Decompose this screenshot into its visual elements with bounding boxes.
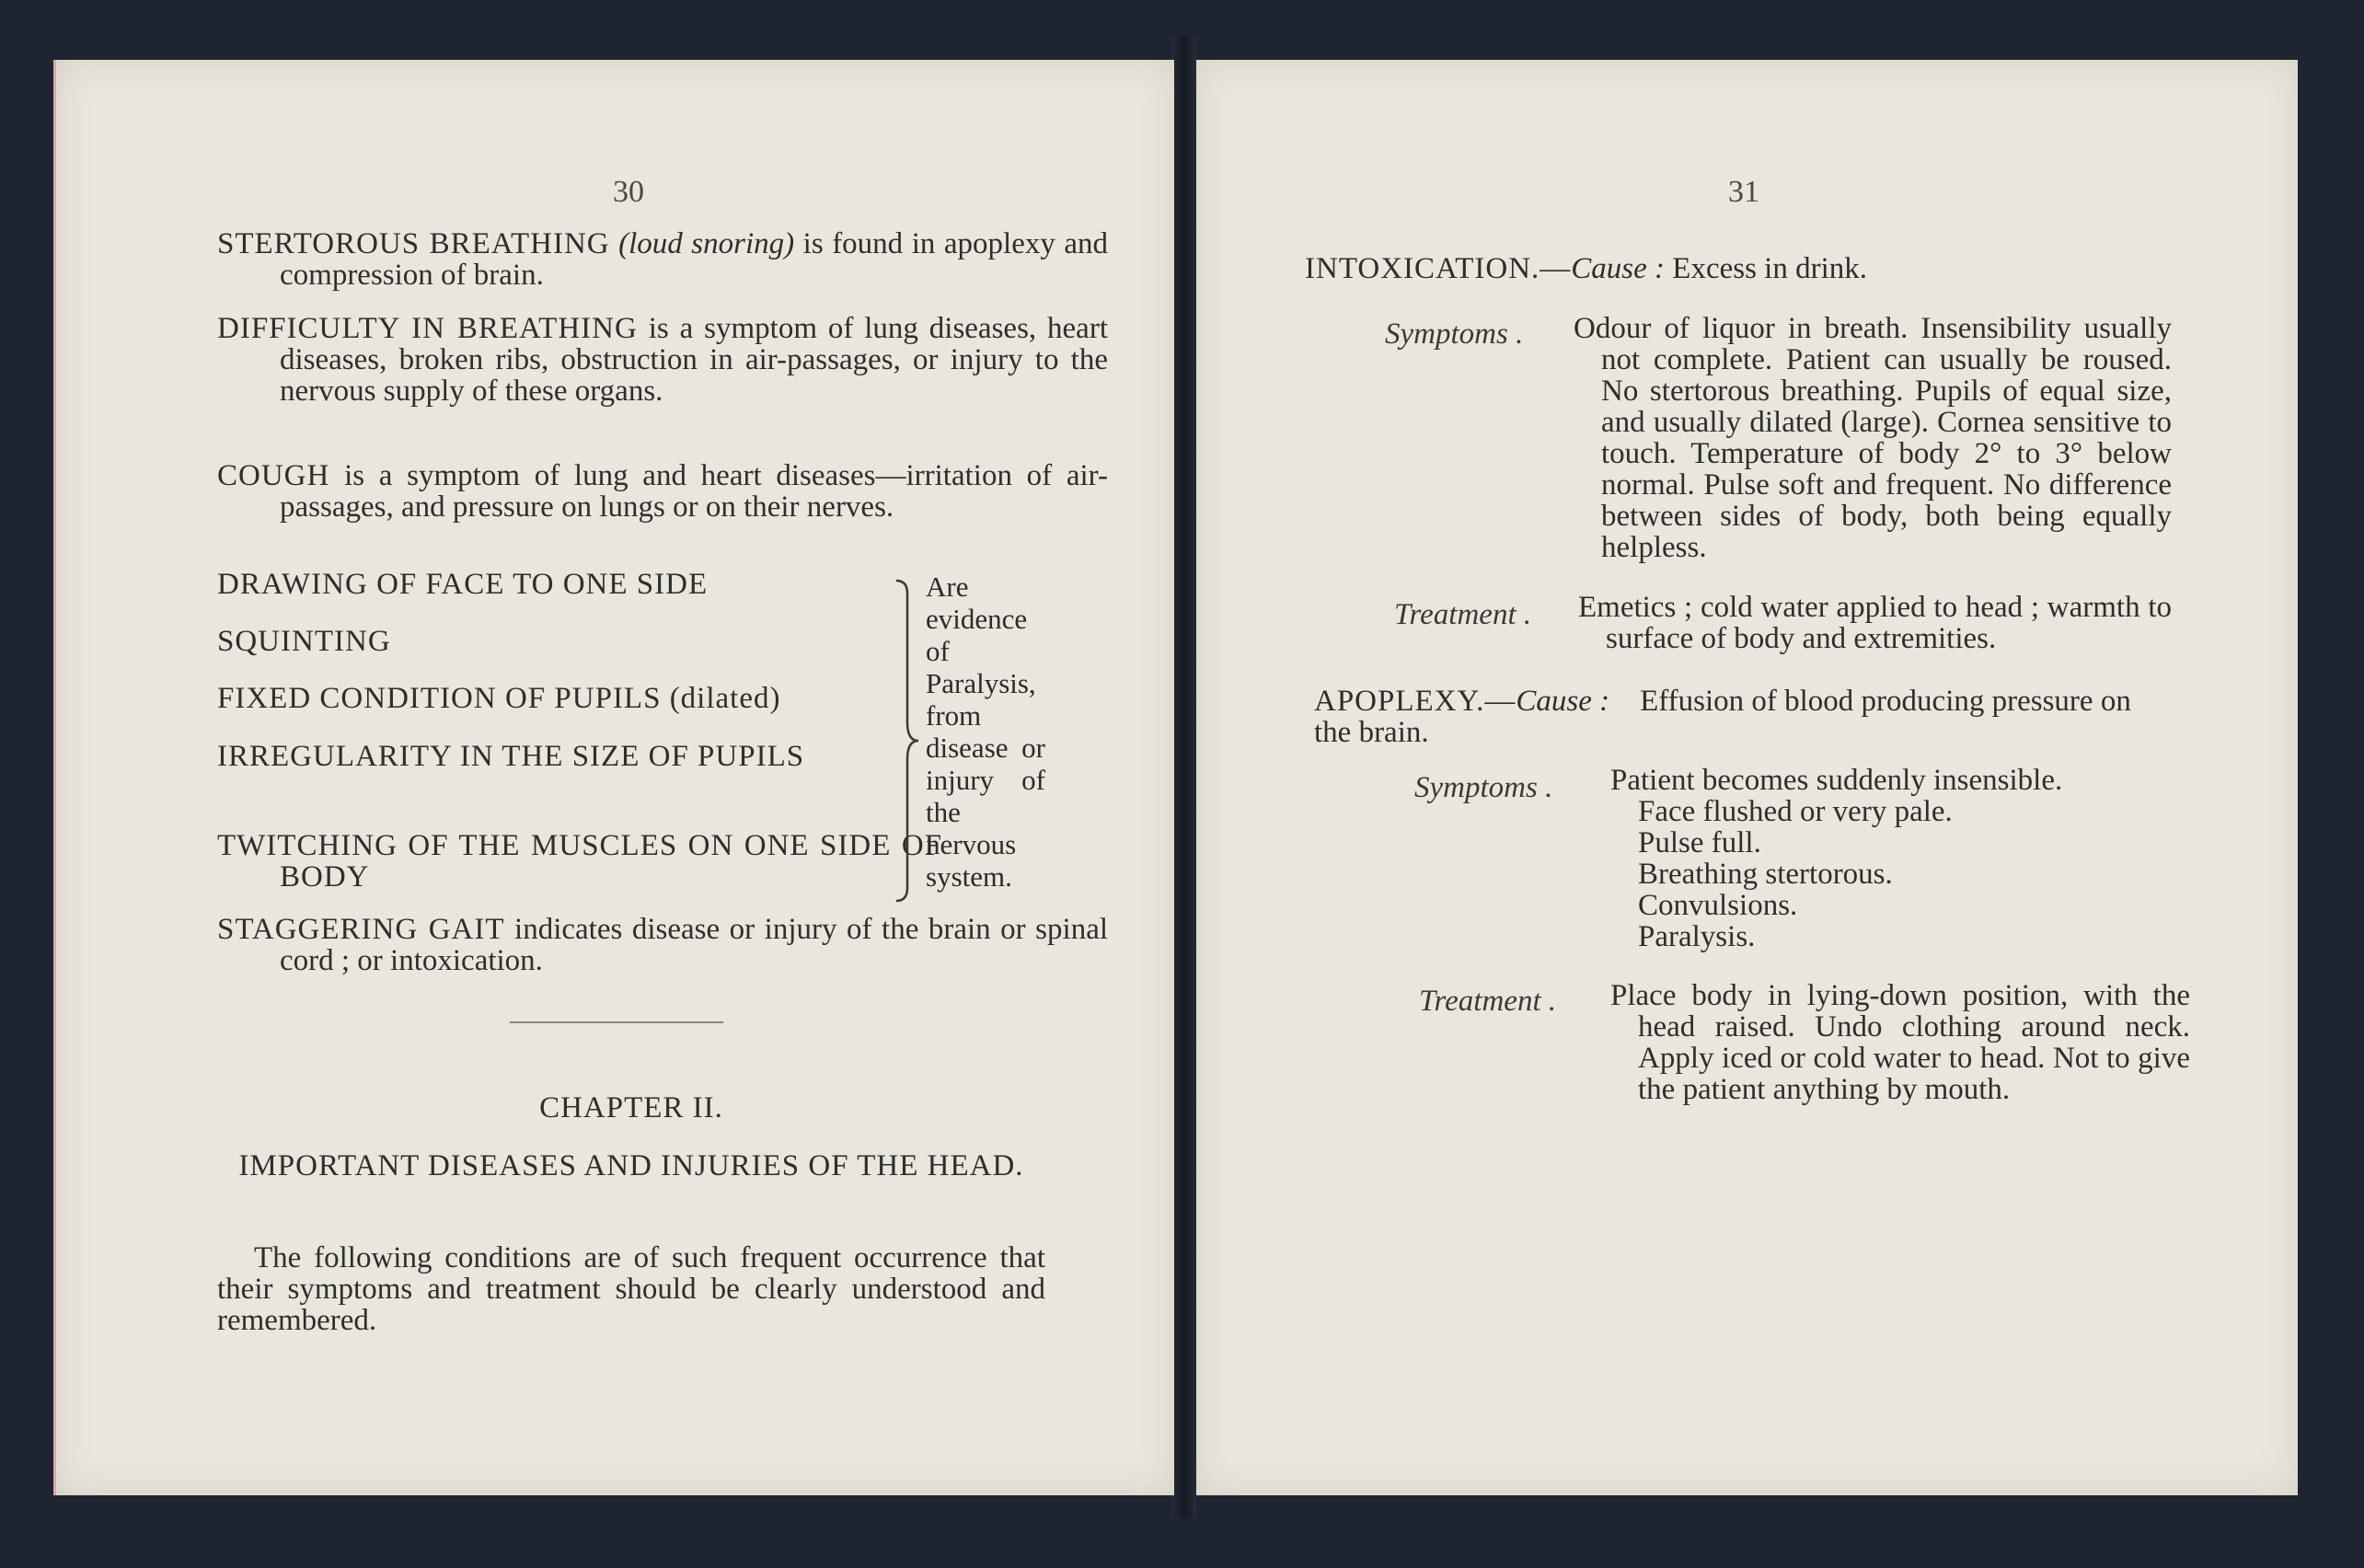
curly-brace <box>889 575 926 906</box>
difficulty-text: is a symptom of lung diseases, heart diseases, broken ribs, obstruction in air-passages, or injury to the nervous supply of these organs. <box>280 312 1108 408</box>
staggering-text: indicates disease or injury of the brain or spinal cord ; or intoxication. <box>280 913 1109 977</box>
sign-twitching: TWITCHING OF THE MUSCLES ON ONE SIDE OF BODY <box>217 829 942 894</box>
book-spine <box>1171 37 1196 1518</box>
stertorous-text: is found in apoplexy and compression of brain. <box>280 227 1108 292</box>
stertorous-head: STERTOROUS BREATHING <box>217 227 610 260</box>
chapter-intro: The following conditions are of such frequent occurrence that their symptoms and treatment should be clearly understood and remembered. <box>217 1241 1045 1337</box>
apoplexy-symptoms-label: Symptoms . <box>1414 771 1553 804</box>
apoplexy-symptom-4: Breathing stertorous. <box>1638 858 1893 891</box>
brace-note: Are evidence of Paralysis, from disease or injury of the nervous system. <box>926 571 1045 893</box>
apoplexy-treatment-label: Treatment . <box>1419 985 1557 1018</box>
apoplexy-head: APOPLEXY.— <box>1314 685 1516 718</box>
intoxication-heading <box>1305 253 2225 284</box>
page-number-30: 30 <box>613 175 644 209</box>
apoplexy-symptom-5: Convulsions. <box>1638 889 1798 922</box>
right-page <box>1196 60 2298 1495</box>
stertorous-paragraph <box>217 228 1108 291</box>
stertorous-italic: (loud snoring) <box>618 227 795 260</box>
apoplexy-symptoms-list <box>1610 765 2162 952</box>
apoplexy-cause-label: Cause : <box>1516 685 1610 718</box>
chapter-title: CHAPTER II. <box>539 1091 723 1124</box>
sign-squinting: SQUINTING <box>217 625 391 658</box>
intoxication-treatment-label: Treatment . <box>1394 598 1532 631</box>
sign-irregular-pupils: IRREGULARITY IN THE SIZE OF PUPILS <box>217 740 805 773</box>
intoxication-cause-label: Cause : <box>1571 252 1666 285</box>
apoplexy-symptom-2: Face flushed or very pale. <box>1638 795 1953 828</box>
section-rule <box>510 1021 723 1023</box>
difficulty-head: DIFFICULTY IN BREATHING <box>217 312 638 345</box>
apoplexy-treatment-text: Place body in lying-down position, with the head raised. Undo clothing around neck. Apply iced or cold water to head. Not to give the patient anything by mouth. <box>1610 979 2190 1106</box>
apoplexy-symptom-3: Pulse full. <box>1638 826 1761 859</box>
intoxication-treatment-text: Emetics ; cold water applied to head ; warmth to surface of body and extremities. <box>1578 591 2172 655</box>
left-page <box>53 60 1174 1495</box>
staggering-head: STAGGERING GAIT <box>217 913 505 946</box>
sign-drawing-face: DRAWING OF FACE TO ONE SIDE <box>217 568 709 601</box>
apoplexy-cause-text: Effusion of blood producing pressure on the brain. <box>1314 685 2131 749</box>
intoxication-symptoms-text: Odour of liquor in breath. Insensibility usually not complete. Patient can usually be roused. No stertorous breathing. Pupils of equal size, and usually dilated (large). Cornea sensitive to touch. Temperature of body 2° to 3° below normal. Pulse soft and frequent. No difference between sides of body, both being equally helpless. <box>1574 312 2172 564</box>
apoplexy-heading <box>1314 686 2142 748</box>
sign-fixed-pupils: FIXED CONDITION OF PUPILS (dilated) <box>217 682 781 715</box>
chapter-subtitle: IMPORTANT DISEASES AND INJURIES OF THE HEAD. <box>238 1149 1024 1182</box>
intoxication-symptoms-label: Symptoms . <box>1385 317 1524 351</box>
cough-paragraph <box>217 460 1108 523</box>
cough-text: is a symptom of lung and heart diseases—irritation of air-passages, and pressure on lungs or on their nerves. <box>280 459 1108 524</box>
staggering-paragraph <box>217 914 1108 976</box>
intoxication-head: INTOXICATION.— <box>1305 252 1572 285</box>
difficulty-paragraph <box>217 313 1108 407</box>
cough-head: COUGH <box>217 459 330 492</box>
page-number-31: 31 <box>1728 175 1759 209</box>
apoplexy-symptom-1: Patient becomes suddenly insensible. <box>1610 764 2063 797</box>
intoxication-cause-text: Excess in drink. <box>1672 252 1867 285</box>
apoplexy-symptom-6: Paralysis. <box>1638 920 1756 953</box>
